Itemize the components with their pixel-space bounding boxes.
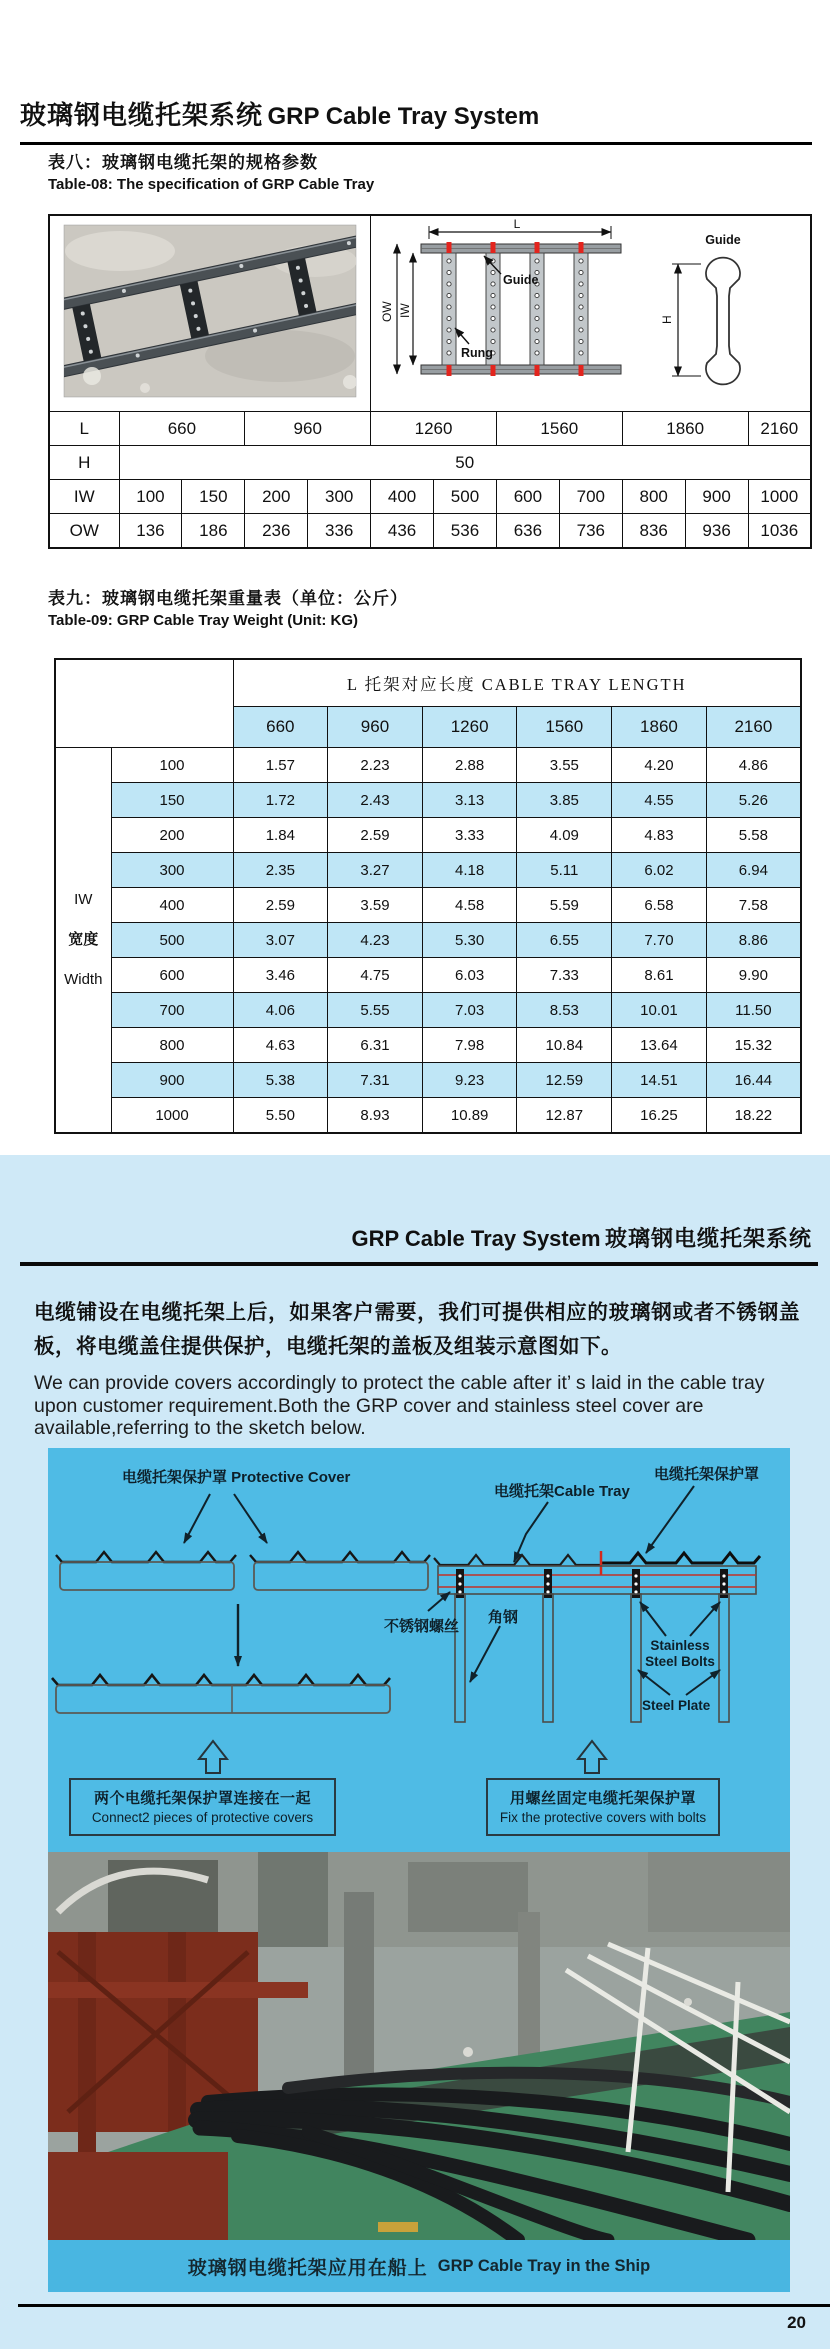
cell: 5.11 (517, 853, 612, 888)
width-row-header (55, 748, 111, 1134)
photo-caption-bar (48, 2240, 790, 2292)
length-header: L 托架对应长度 CABLE TRAY LENGTH (233, 659, 801, 707)
cell: 900 (111, 1063, 233, 1098)
cell: 2.59 (233, 888, 328, 923)
cell: 1560 (517, 707, 612, 748)
caption-box-en: Fix the protective covers with bolts (499, 1810, 707, 1825)
dim-label-iw: IW (398, 303, 413, 318)
row-header-line: 宽度 (68, 931, 99, 948)
cover-paragraph-en: We can provide covers accordingly to protect the cable after it’ s laid in the cable tray upon customer requirement.Both the GRP cover and stainless steel cover are available,referring to the sketch below. (34, 1372, 765, 1439)
cell: 300 (111, 853, 233, 888)
cell: 3.46 (233, 958, 328, 993)
cell: 1.72 (233, 783, 328, 818)
cell: 1036 (748, 514, 811, 549)
cell: 960 (328, 707, 423, 748)
table-row (55, 783, 801, 818)
rung-label: Rung (461, 346, 494, 360)
cell: 1000 (111, 1098, 233, 1134)
cell: 6.31 (328, 1028, 423, 1063)
table08-row-OW (49, 514, 811, 549)
cell: 960 (245, 412, 371, 446)
cell: 6.03 (422, 958, 517, 993)
cell: 800 (111, 1028, 233, 1063)
cell: 7.33 (517, 958, 612, 993)
guide-profile-label: Guide (705, 233, 741, 247)
up-arrow-left (199, 1741, 227, 1773)
cell: 836 (622, 514, 685, 549)
cell: 7.70 (612, 923, 707, 958)
page-title-en: GRP Cable Tray System (267, 103, 540, 130)
cell: 2.43 (328, 783, 423, 818)
table-row (55, 748, 801, 783)
dim-label-l: L (513, 217, 521, 231)
cell: 8.61 (612, 958, 707, 993)
cell: 600 (111, 958, 233, 993)
cell: 1000 (748, 480, 811, 514)
caption-box-en: Connect2 pieces of protective covers (91, 1810, 314, 1825)
table-row (55, 993, 801, 1028)
caption-box-connect-covers (69, 1778, 336, 1836)
cell: 700 (559, 480, 622, 514)
table08-row-H (49, 446, 811, 480)
angle-steel-label: 角钢 (488, 1609, 519, 1626)
cell: 3.07 (233, 923, 328, 958)
table08-specification (48, 214, 812, 549)
cell: 5.30 (422, 923, 517, 958)
table09-caption (48, 588, 408, 632)
cell: 16.44 (706, 1063, 801, 1098)
guide-profile-shape (706, 258, 740, 385)
cell: 700 (111, 993, 233, 1028)
cell: 5.26 (706, 783, 801, 818)
cell: 1860 (622, 412, 748, 446)
row-header-line: Width (64, 971, 103, 988)
cell: 15.32 (706, 1028, 801, 1063)
table-row (55, 853, 801, 888)
cell: 4.09 (517, 818, 612, 853)
cell: 2.88 (422, 748, 517, 783)
section2-header (20, 1222, 818, 1266)
cell: 3.13 (422, 783, 517, 818)
cell: 3.85 (517, 783, 612, 818)
cell: 936 (685, 514, 748, 549)
cell: 300 (308, 480, 371, 514)
cell: 7.31 (328, 1063, 423, 1098)
corner-cell (55, 659, 233, 748)
table08-row-L (49, 412, 811, 446)
table09-weight (54, 658, 802, 1134)
cell: L (49, 412, 119, 446)
table08-caption (48, 152, 374, 196)
cell: 11.50 (706, 993, 801, 1028)
cell: 3.27 (328, 853, 423, 888)
cell: 10.84 (517, 1028, 612, 1063)
cell: 100 (111, 748, 233, 783)
tray-diagram-cell (371, 215, 811, 412)
cell: 900 (685, 480, 748, 514)
table-row (55, 818, 801, 853)
cell: 50 (119, 446, 811, 480)
cell: 8.86 (706, 923, 801, 958)
cell: 8.53 (517, 993, 612, 1028)
table08-row-IW (49, 480, 811, 514)
stainless-bolts-en-label: Stainless Steel Bolts (645, 1638, 715, 1669)
cell: 600 (496, 480, 559, 514)
page-number: 20 (787, 2313, 806, 2332)
cell: 800 (622, 480, 685, 514)
cell: 1260 (422, 707, 517, 748)
cell: 500 (111, 923, 233, 958)
tray-photo-illustration (50, 216, 370, 406)
table-row (55, 888, 801, 923)
cover-left-profile (56, 1552, 236, 1562)
cell: 136 (119, 514, 182, 549)
photo-caption-zh: 玻璃钢电缆托架应用在船上 (187, 2257, 428, 2279)
caption-box-fix-covers (486, 1778, 720, 1836)
cell: 200 (245, 480, 308, 514)
caption-box-zh: 用螺丝固定电缆托架保护罩 (509, 1790, 696, 1807)
cell: 1.57 (233, 748, 328, 783)
cell: 150 (182, 480, 245, 514)
tray-cross-section (438, 1566, 756, 1594)
cell: 9.23 (422, 1063, 517, 1098)
table-row (55, 958, 801, 993)
cell: 336 (308, 514, 371, 549)
cell: 18.22 (706, 1098, 801, 1134)
cell: 5.38 (233, 1063, 328, 1098)
cell: 3.33 (422, 818, 517, 853)
cell: 1860 (612, 707, 707, 748)
table-row (55, 1098, 801, 1134)
cell: 2.23 (328, 748, 423, 783)
joined-cover-profile (52, 1675, 390, 1685)
cell: 186 (182, 514, 245, 549)
cell: 10.01 (612, 993, 707, 1028)
cell: 4.58 (422, 888, 517, 923)
cell: 1260 (371, 412, 497, 446)
cell: 6.58 (612, 888, 707, 923)
dim-label-h: H (660, 315, 675, 324)
photo-caption-en: GRP Cable Tray in the Ship (437, 2256, 651, 2275)
cell: 200 (111, 818, 233, 853)
stainless-bolts-zh-label: 不锈钢螺丝 (384, 1618, 460, 1635)
cell: 12.87 (517, 1098, 612, 1134)
cell: 1.84 (233, 818, 328, 853)
cell: 7.98 (422, 1028, 517, 1063)
cable-tray-label: 电缆托架Cable Tray (494, 1483, 630, 1500)
table08-caption-en: Table-08: The specification of GRP Cable Tray (48, 176, 375, 193)
cell: 3.55 (517, 748, 612, 783)
table08-caption-zh: 表八：玻璃钢电缆托架的规格参数 (48, 153, 318, 172)
cell: 5.55 (328, 993, 423, 1028)
cell: 436 (371, 514, 434, 549)
page-header (20, 95, 812, 145)
table08-image-row (49, 215, 811, 412)
cell: 2.35 (233, 853, 328, 888)
cell: 7.58 (706, 888, 801, 923)
table-row (55, 923, 801, 958)
cell: 3.59 (328, 888, 423, 923)
cell: 636 (496, 514, 559, 549)
cell: 236 (245, 514, 308, 549)
cell: 2160 (748, 412, 811, 446)
table09-length-header-row (55, 659, 801, 707)
cell: 1560 (496, 412, 622, 446)
page-title-zh: 玻璃钢电缆托架系统 (20, 100, 264, 130)
cell: 6.55 (517, 923, 612, 958)
cell: 500 (434, 480, 497, 514)
cell: 400 (371, 480, 434, 514)
cell: 4.55 (612, 783, 707, 818)
cell: 660 (119, 412, 245, 446)
cell: 100 (119, 480, 182, 514)
cover-paragraph-zh: 电缆铺设在电缆托架上后，如果客户需要，我们可提供相应的玻璃钢或者不锈钢盖板，将电缆盖住提供保护，电缆托架的盖板及组装示意图如下。 (34, 1301, 800, 1358)
cell: 660 (233, 707, 328, 748)
cell: 13.64 (612, 1028, 707, 1063)
footer-rule (18, 2304, 830, 2307)
cell: 4.20 (612, 748, 707, 783)
ship-photo-illustration (48, 1852, 790, 2240)
section2-title-zh: 玻璃钢电缆托架系统 (604, 1226, 812, 1251)
cell: IW (49, 480, 119, 514)
cell: 5.50 (233, 1098, 328, 1134)
caption-box-zh: 两个电缆托架保护罩连接在一起 (93, 1790, 311, 1807)
cover-right-profile (250, 1552, 430, 1562)
cell: 2160 (706, 707, 801, 748)
cell: 4.86 (706, 748, 801, 783)
cell: 14.51 (612, 1063, 707, 1098)
cell: 10.89 (422, 1098, 517, 1134)
protective-cover-right-label: 电缆托架保护罩 (654, 1466, 760, 1483)
cell: 4.75 (328, 958, 423, 993)
dim-label-ow: OW (380, 301, 395, 322)
cell: 8.93 (328, 1098, 423, 1134)
tray-dimension-diagram (371, 216, 813, 406)
cell: 150 (111, 783, 233, 818)
protective-cover-label: 电缆托架保护罩 Protective Cover (122, 1469, 351, 1486)
up-arrow-right (578, 1741, 606, 1773)
steel-plate-label: Steel Plate (642, 1698, 711, 1713)
table09-caption-zh: 表九：玻璃钢电缆托架重量表（单位：公斤） (48, 589, 408, 608)
cell: 5.58 (706, 818, 801, 853)
guide-label: Guide (503, 273, 539, 287)
cell: 7.03 (422, 993, 517, 1028)
cell: 536 (434, 514, 497, 549)
cell: 4.83 (612, 818, 707, 853)
cover-assembly-sketch-panel (48, 1448, 790, 1852)
cell: 6.02 (612, 853, 707, 888)
row-header-line: IW (74, 891, 93, 908)
cell: 5.59 (517, 888, 612, 923)
table09-caption-en: Table-09: GRP Cable Tray Weight (Unit: KG) (48, 612, 359, 629)
cell: 4.63 (233, 1028, 328, 1063)
cell: 16.25 (612, 1098, 707, 1134)
cell: 736 (559, 514, 622, 549)
cell: 6.94 (706, 853, 801, 888)
cell: 400 (111, 888, 233, 923)
cell: 4.18 (422, 853, 517, 888)
cell: 4.23 (328, 923, 423, 958)
cell: 9.90 (706, 958, 801, 993)
cell: 12.59 (517, 1063, 612, 1098)
cell: OW (49, 514, 119, 549)
table-row (55, 1063, 801, 1098)
cell: 2.59 (328, 818, 423, 853)
cell: H (49, 446, 119, 480)
section2-title-en: GRP Cable Tray System (351, 1226, 601, 1251)
tray-photo-cell (49, 215, 371, 412)
table-row (55, 1028, 801, 1063)
cell: 4.06 (233, 993, 328, 1028)
